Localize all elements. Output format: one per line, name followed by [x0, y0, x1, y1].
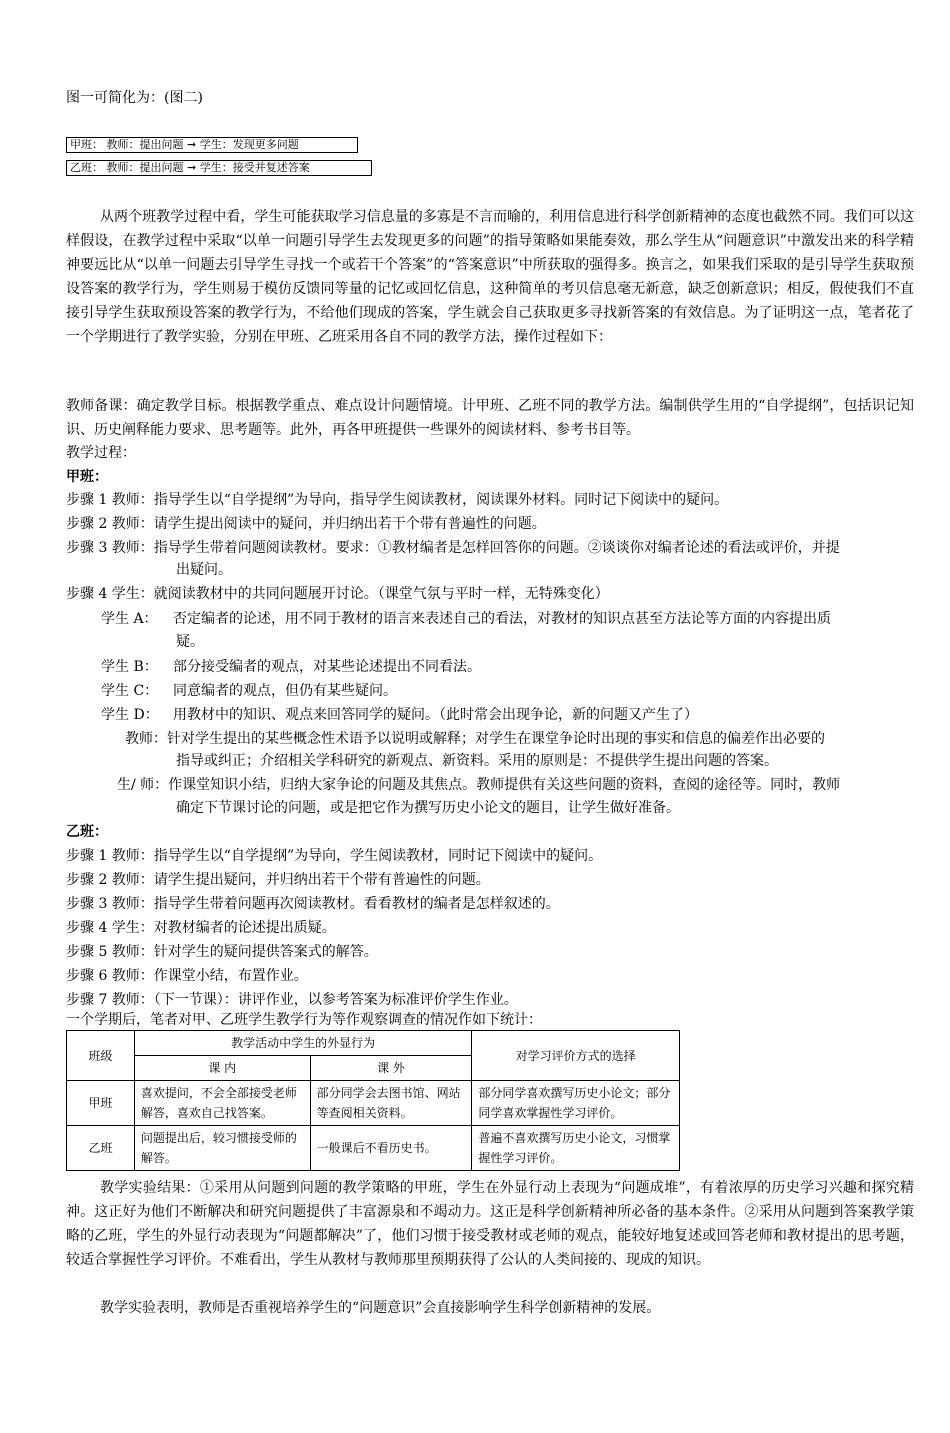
teacher-response: 教师：针对学生提出的某些概念性术语予以说明或解释；对学生在课堂争论时出现的事实和信息的偏差作出必要的 — [125, 731, 825, 747]
student-b-text: 部分接受编者的观点，对某些论述提出不同看法。 — [173, 659, 481, 675]
class-b-label: 乙班： — [66, 824, 108, 840]
student-c-text: 同意编者的观点，但仍有某些疑问。 — [173, 683, 397, 699]
student-a-text-cont: 疑。 — [176, 634, 204, 650]
row-class: 乙班 — [67, 1126, 135, 1171]
class-a-step-3-cont: 出疑问。 — [176, 562, 232, 578]
class-b-step-3: 步骤 3 教师：指导学生带着问题再次阅读教材。看看教材的编者是怎样叙述的。 — [66, 896, 560, 912]
table-row — [67, 1081, 680, 1126]
header-out-class: 课 外 — [310, 1056, 472, 1081]
row-evaluation: 部分同学喜欢撰写历史小论文；部分同学喜欢掌握性学习评价。 — [472, 1081, 680, 1126]
result-paragraph: 教学实验结果：①采用从问题到问题的教学策略的甲班，学生在外显行动上表现为“问题成堆”，有着浓厚的历史学习兴趣和探究精神。这正好为他们不断解决和研究问题提供了丰富源泉和不竭动力。这正是科学创新精神所必备的基本条件。②采用从问题到答案教学策略的乙班，学生的外显行动表现为“问题都解决”了，他们习惯于接受教材或老师的观点，能较好地复述或回答老师和教材提出的思考题，较适合掌握性学习评价。不难看出，学生从教材与教师那里预期获得了公认的人类间接的、现成的知识。 — [66, 1180, 914, 1268]
student-a-label: 学生 A： — [101, 611, 158, 627]
class-b-step-6: 步骤 6 教师：作课堂小结，布置作业。 — [66, 968, 308, 984]
header-class: 班级 — [67, 1031, 135, 1081]
class-b-step-4: 步骤 4 学生：对教材编者的论述提出质疑。 — [66, 920, 336, 936]
process-label: 教学过程： — [66, 445, 136, 461]
summary-step-cont: 确定下节课讨论的问题，或是把它作为撰写历史小论文的题目，让学生做好准备。 — [176, 800, 680, 816]
figure-heading: 图一可简化为：(图二) — [66, 90, 203, 106]
row-evaluation: 普遍不喜欢撰写历史小论文，习惯掌握性学习评价。 — [472, 1126, 680, 1171]
header-evaluation: 对学习评价方式的选择 — [472, 1031, 680, 1081]
class-a-step-2: 步骤 2 教师：请学生提出阅读中的疑问，并归纳出若干个带有普遍性的问题。 — [66, 516, 546, 532]
class-b-step-2: 步骤 2 教师：请学生提出疑问，并归纳出若干个带有普遍性的问题。 — [66, 872, 490, 888]
student-a-text: 否定编者的论述，用不同于教材的语言来表述自己的看法，对教材的知识点甚至方法论等方面的内容提出质 — [173, 611, 831, 627]
class-b-step-7: 步骤 7 教师：（下一节课）：讲评作业，以参考答案为标准评价学生作业。 — [66, 992, 518, 1008]
summary-step: 生/ 师：作课堂知识小结，归纳大家争论的问题及其焦点。教师提供有关这些问题的资料，查阅的途径等。同时，教师 — [117, 777, 841, 793]
class-a-step-1: 步骤 1 教师：指导学生以“自学提纲”为导向，指导学生阅读教材，阅读课外材料。同时记下阅读中的疑问。 — [66, 492, 729, 508]
student-c-label: 学生 C： — [101, 683, 159, 699]
stats-intro: 一个学期后，笔者对甲、乙班学生教学行为等作观察调查的情况作如下统计： — [66, 1012, 542, 1028]
student-d-text: 用教材中的知识、观点来回答同学的疑问。（此时常会出现争论，新的问题又产生了） — [173, 707, 698, 723]
class-a-step-3: 步骤 3 教师：指导学生带着问题阅读教材。要求：①教材编者是怎样回答你的问题。②谈谈你对编者论述的看法或评价，并提 — [66, 540, 840, 556]
table-row — [67, 1126, 680, 1171]
analysis-paragraph: 从两个班教学过程中看，学生可能获取学习信息量的多寡是不言而喻的，利用信息进行科学创新精神的态度也截然不同。我们可以这样假设，在教学过程中采取“以单一问题引导学生去发现更多的问题”的指导策略如果能奏效，那么学生从“问题意识”中激发出来的科学精神要远比从“以单一问题去引导学生寻找一个或若干个答案”的“答案意识”中所获取的强得多。换言之，如果我们采取的是引导学生获取预设答案的教学行为，学生则易于模仿反馈同等量的记忆或回忆信息，这种简单的考贝信息毫无新意，缺乏创新意识；相反，假使我们不直接引导学生获取预设答案的教学行为，不给他们现成的答案，学生就会自己获取更多寻找新答案的有效信息。为了证明这一点，笔者花了一个学期进行了教学实验，分别在甲班、乙班采用各自不同的教学方法，操作过程如下： — [66, 209, 914, 345]
header-in-class: 课 内 — [134, 1056, 310, 1081]
row-in-class: 问题提出后，较习惯接受师的解答。 — [134, 1126, 310, 1171]
header-behavior: 教学活动中学生的外显行为 — [134, 1031, 471, 1056]
row-out-class: 部分同学会去图书馆、网站等查阅相关资料。 — [310, 1081, 472, 1126]
class-b-step-5: 步骤 5 教师：针对学生的疑问提供答案式的解答。 — [66, 944, 378, 960]
row-in-class: 喜欢提问，不会全部接受老师解答，喜欢自己找答案。 — [134, 1081, 310, 1126]
statistics-table — [66, 1030, 680, 1171]
row-class: 甲班 — [67, 1081, 135, 1126]
diagram-row-class-b: 乙班： 教师：提出问题 ➞ 学生：接受并复述答案 — [66, 160, 372, 176]
diagram-row-class-a: 甲班： 教师：提出问题 ➞ 学生：发现更多问题 — [66, 137, 358, 153]
lesson-prep-paragraph: 教师备课：确定教学目标。根据教学重点、难点设计问题情境。计甲班、乙班不同的教学方法。编制供学生用的“自学提纲”，包括识记知识、历史阐释能力要求、思考题等。此外，再各甲班提供一些课外的阅读材料、参考书目等。 — [66, 398, 914, 438]
student-b-label: 学生 B： — [101, 659, 158, 675]
row-out-class: 一般课后不看历史书。 — [310, 1126, 472, 1171]
student-d-label: 学生 D： — [101, 707, 159, 723]
class-a-label: 甲班： — [66, 469, 108, 485]
teacher-response-cont: 指导或纠正；介绍相关学科研究的新观点、新资料。采用的原则是：不提供学生提出问题的答案。 — [176, 753, 778, 769]
class-a-step-4: 步骤 4 学生：就阅读教材中的共同问题展开讨论。（课堂气氛与平时一样，无特殊变化） — [66, 586, 609, 602]
class-b-step-1: 步骤 1 教师：指导学生以“自学提纲”为导向，学生阅读教材，同时记下阅读中的疑问。 — [66, 848, 603, 864]
conclusion-paragraph: 教学实验表明，教师是否重视培养学生的“问题意识”会直接影响学生科学创新精神的发展。 — [100, 1300, 661, 1316]
